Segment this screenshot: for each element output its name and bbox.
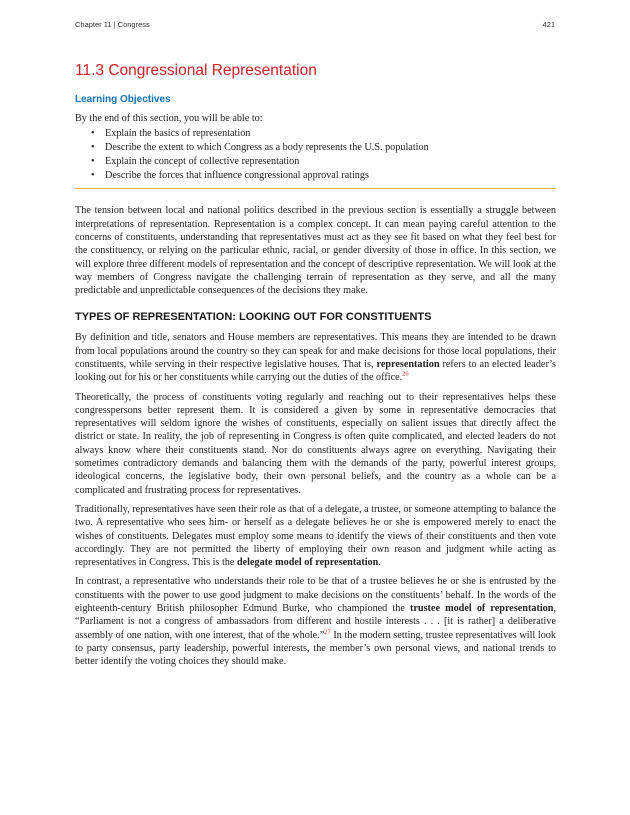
bullet-icon: •	[91, 127, 95, 139]
key-term-trustee-model: trustee model of representation	[409, 603, 554, 615]
learning-objectives-heading: Learning Objectives	[75, 94, 171, 105]
text-run: In contrast, a representative who understands their role to be that of a trustee believes he or she is entrusted by the constituents with the power to use good judgment to make decisions on the constituents’ behalf. In the words of the eighteenth-century British philosopher Edmund Burke, who championed the	[75, 576, 556, 615]
subsection-heading: TYPES OF REPRESENTATION: LOOKING OUT FOR CONSTITUENTS	[75, 311, 432, 324]
text-run: refers to an elected leader’s looking out for his or her constituents while carrying out the duties of the office.	[75, 358, 557, 384]
key-term-representation: representation	[376, 358, 440, 370]
intro-paragraph: The tension between local and national politics described in the previous section is essentially a struggle between interpretations of representation. Representation is a complex concept. It can mean paying careful attention to the concerns of constituents, understanding that representatives must act as they see fit based on what they feel best for the constituency, or relying on the particular ethnic, racial, or gender diversity of those in office. In this section, we will explore three different models of representation and the concept of descriptive representation. We will look at the way members of Congress navigate the challenging terrain of representation as they serve, and all the many predictable and unpredictable consequences of the decisions they make.	[75, 205, 556, 297]
text-run: By definition and title, senators and House members are representatives. This means they are intended to be drawn from local populations around the country so they can speak for and make decisions for those local populations, their constituents, while serving in their respective legislative houses. That is,	[75, 332, 556, 370]
footnote-link-26[interactable]: 26	[402, 370, 409, 378]
learning-objectives-intro: By the end of this section, you will be able to:	[75, 113, 263, 124]
section-title: 11.3 Congressional Representation	[75, 62, 317, 79]
text-run: Traditionally, representatives have seen their role as that of a delegate, a trustee, or someone attempting to balance the two. A representative who sees him- or herself as a delegate believes he or she is empowered merely to enact the wishes of constituents. Delegates must employ some means to identify the views of their constituents and then vote accordingly. They are not permitted the liberty of employing their own reason and judgment while acting as representatives in Congress. This is the	[75, 503, 556, 569]
running-header	[75, 20, 555, 34]
list-item	[91, 141, 556, 155]
text-run: , “Parliament is not a congress of ambassadors from different and hostile interests . . . [it is rather] a deliberative assembly of one nation, with one interest, that of the whole.”	[75, 603, 556, 641]
learning-objectives-box	[75, 94, 556, 189]
list-item-text: Explain the concept of collective representation	[105, 155, 300, 167]
footnote-link-27[interactable]: 27	[324, 628, 331, 636]
bullet-icon: •	[91, 155, 95, 167]
paragraph-representation	[75, 331, 556, 384]
list-item-text: Describe the extent to which Congress as a body represents the U.S. population	[105, 141, 429, 153]
key-term-delegate-model: delegate model of representation	[236, 557, 379, 569]
list-item-text: Describe the forces that influence congressional approval ratings	[105, 170, 369, 182]
paragraph-theory: Theoretically, the process of constituents voting regularly and reaching out to their representatives helps these congresspersons better represent them. It is considered a given by some in representative democracies that representatives will seldom ignore the wishes of constituents, especially on salient issues that directly affect the district or state. In reality, the job of representing in Congress is often quite complicated, and elected leaders do not always know where their constituents stand. Nor do constituents always agree on everything. Navigating their sometimes contradictory demands and balancing them with the demands of the party, powerful interest groups, ideological concerns, the legislative body, their own personal beliefs, and the country as a whole can be a complicated and frustrating process for representatives.	[75, 391, 556, 496]
bullet-icon: •	[91, 141, 95, 153]
paragraph-trustee	[75, 575, 556, 668]
page-content	[75, 62, 556, 675]
learning-objectives-list	[75, 127, 556, 184]
text-run: .	[378, 557, 381, 569]
list-item	[91, 169, 556, 183]
list-item	[91, 127, 556, 141]
text-run: In the modern setting, trustee representatives will look to party consensus, party leadership, powerful interests, the member’s own personal views, and national trends to better identify the voting choices they should make.	[75, 629, 556, 668]
paragraph-delegate	[75, 503, 556, 569]
chapter-label: Chapter 11 | Congress	[75, 20, 150, 29]
list-item-text: Explain the basics of representation	[105, 127, 251, 139]
list-item	[91, 155, 556, 169]
bullet-icon: •	[91, 170, 95, 182]
page-number: 421	[542, 20, 555, 29]
